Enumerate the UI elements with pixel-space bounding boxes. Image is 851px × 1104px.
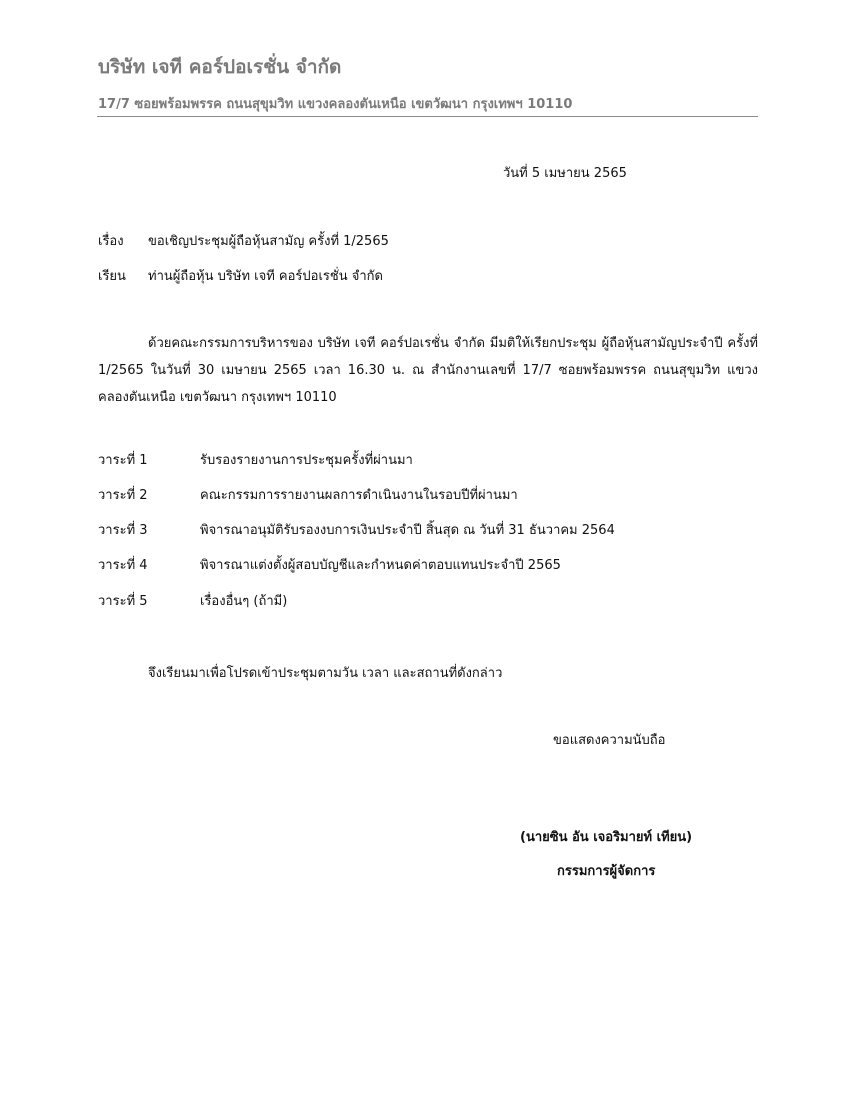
agenda-text: เรื่องอื่นๆ (ถ้ามี) <box>200 594 288 609</box>
subject-label: เรื่อง <box>98 234 124 249</box>
agenda-item <box>98 519 615 540</box>
company-address: 17/7 ซอยพร้อมพรรค ถนนสุขุมวิท แขวงคลองตันเหนือ เขตวัฒนา กรุงเทพฯ 10110 <box>98 97 573 112</box>
agenda-number: วาระที่ 1 <box>98 453 148 468</box>
header-divider <box>97 116 758 117</box>
signatory-name: (นายซิน อัน เจอริมายท์ เทียน) <box>520 830 693 845</box>
agenda-text: รับรองรายงานการประชุมครั้งที่ผ่านมา <box>200 453 413 468</box>
company-name: บริษัท เจที คอร์ปอเรชั่น จำกัด <box>98 56 342 78</box>
agenda-item <box>98 484 518 505</box>
agenda-text: พิจารณาแต่งตั้งผู้สอบบัญชีและกำหนดค่าตอบแทนประจำปี 2565 <box>200 558 561 573</box>
agenda-number: วาระที่ 3 <box>98 523 148 538</box>
agenda-item <box>98 449 413 470</box>
agenda-text: พิจารณาอนุมัติรับรองงบการเงินประจำปี สิ้นสุด ณ วันที่ 31 ธันวาคม 2564 <box>200 523 615 538</box>
subject-value: ขอเชิญประชุมผู้ถือหุ้นสามัญ ครั้งที่ 1/2565 <box>148 234 389 249</box>
salutation: ขอแสดงความนับถือ <box>553 733 666 748</box>
letter-date: วันที่ 5 เมษายน 2565 <box>503 166 627 181</box>
closing-paragraph: จึงเรียนมาเพื่อโปรดเข้าประชุมตามวัน เวลา และสถานที่ดังกล่าว <box>148 666 503 681</box>
agenda-number: วาระที่ 4 <box>98 558 148 573</box>
signatory-title: กรรมการผู้จัดการ <box>557 864 656 879</box>
recipient-value: ท่านผู้ถือหุ้น บริษัท เจที คอร์ปอเรชั่น จำกัด <box>148 269 383 284</box>
agenda-number: วาระที่ 5 <box>98 594 148 609</box>
agenda-item <box>98 554 561 575</box>
agenda-item <box>98 590 287 611</box>
recipient-label: เรียน <box>98 269 126 284</box>
body-paragraph: ด้วยคณะกรรมการบริหารของ บริษัท เจที คอร์ปอเรชั่น จำกัด มีมติให้เรียกประชุม ผู้ถือหุ้นสามัญประจำปี ครั้งที่ 1/2565 ในวันที่ 30 เมษายน 2565 เวลา 16.30 น. ณ สำนักงานเลขที่ 17/7 ซอยพร้อมพรรค ถนนสุขุมวิท แขวงคลองตันเหนือ เขตวัฒนา กรุงเทพฯ 10110 <box>98 336 758 405</box>
subject-line <box>98 230 389 251</box>
agenda-number: วาระที่ 2 <box>98 488 148 503</box>
recipient-line <box>98 265 383 286</box>
agenda-text: คณะกรรมการรายงานผลการดำเนินงานในรอบปีที่ผ่านมา <box>200 488 518 503</box>
